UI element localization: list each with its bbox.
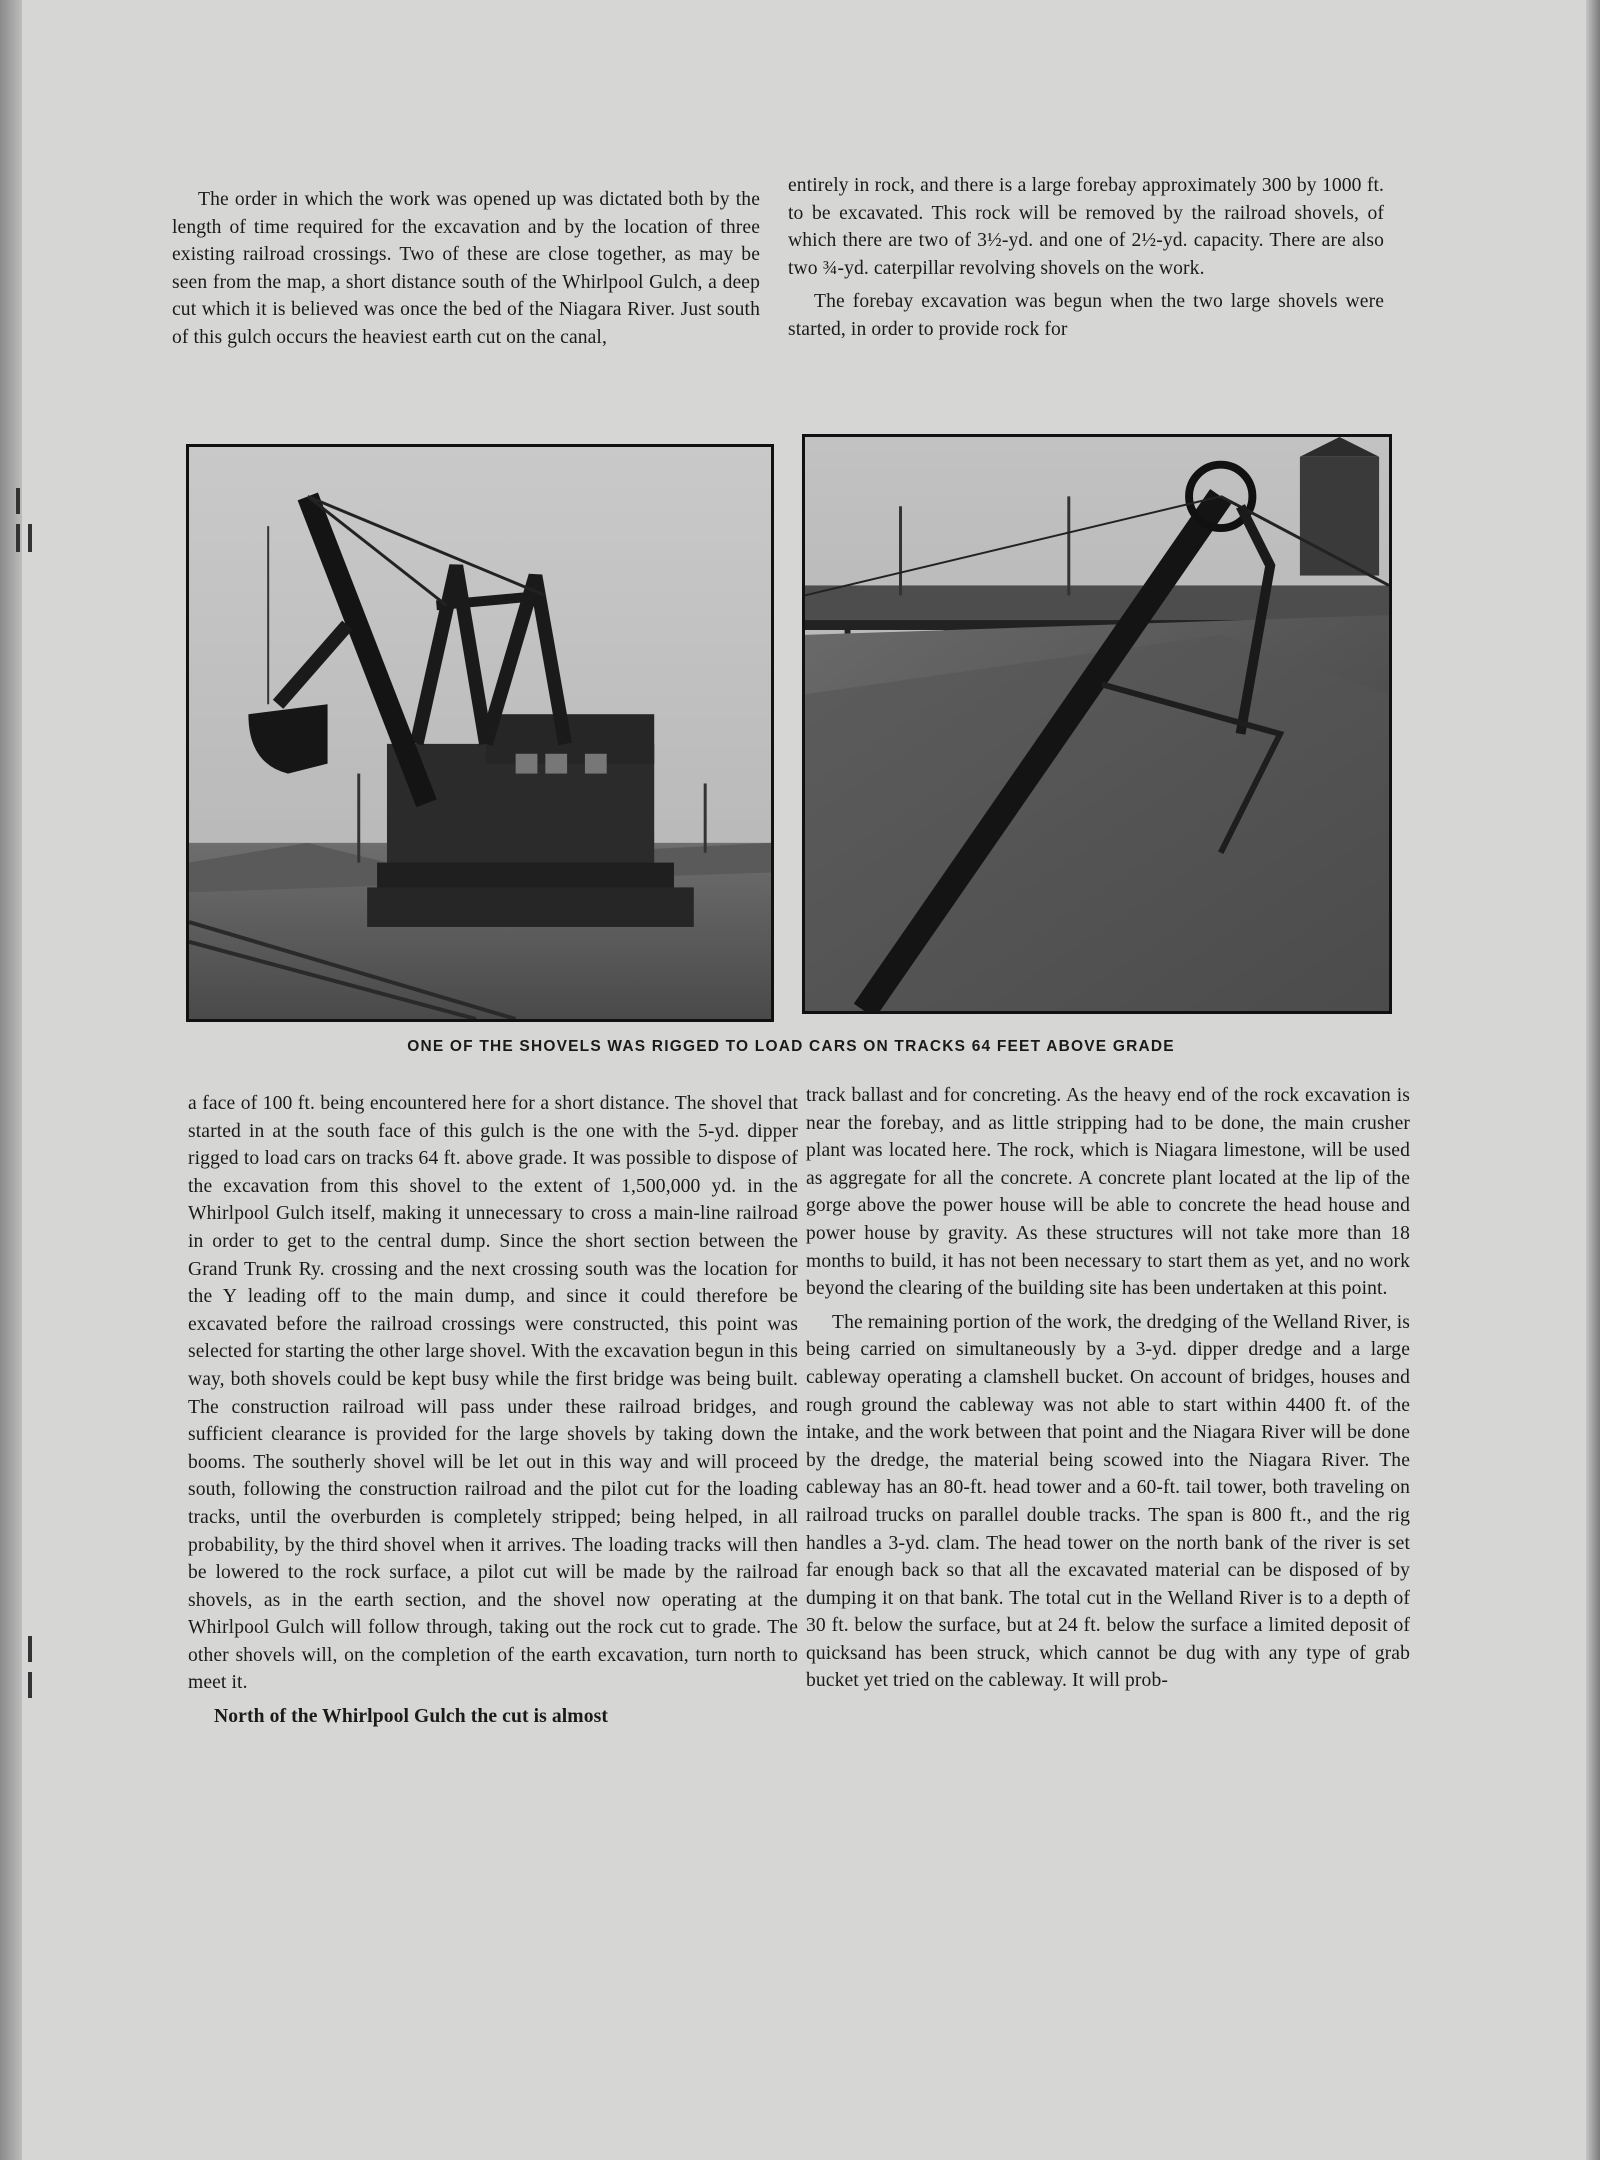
page-left-edge [0, 0, 22, 2160]
bottom-left-column [188, 1090, 798, 1731]
page-right-edge [1586, 0, 1600, 2160]
paragraph: entirely in rock, and there is a large forebay approximately 300 by 1000 ft. to be excavated. This rock will be removed by the railroad shovels, of which there are two of 3½-yd. and one of 2½-yd. capacity. There are also two ¾-yd. caterpillar revolving shovels on the work. [788, 175, 1384, 279]
bold-lead-line: North of the Whirlpool Gulch the cut is almost [214, 1706, 608, 1728]
paragraph: The forebay excavation was begun when the two large shovels were started, in order to provide rock for [788, 291, 1384, 340]
paragraph: track ballast and for concreting. As the heavy end of the rock excavation is near the forebay, and as little stripping had to be done, the main crusher plant was located here. The rock, which is Niagara limestone, will be used as aggregate for all the concrete. A concrete plant located at the lip of the gorge above the power house will be able to concrete the head house and power house by gravity. As these structures will not take more than 18 months to build, it has not been necessary to start them as yet, and no work beyond the clearing of the building site has been undertaken at this point. [806, 1085, 1410, 1300]
figure-caption: ONE OF THE SHOVELS WAS RIGGED TO LOAD CARS ON TRACKS 64 FEET ABOVE GRADE [407, 1038, 1175, 1055]
shovel-photo-left [186, 444, 774, 1022]
paragraph [188, 1703, 798, 1731]
paragraph: a face of 100 ft. being encountered here for a short distance. The shovel that started in at the south face of this gulch is the one with the 5-yd. dipper rigged to load cars on tracks 64 ft. above grade. It was possible to dispose of the excavation from this shovel to the extent of 1,500,000 yd. in the Whirlpool Gulch itself, making it unnecessary to cross a main-line railroad in order to get to the central dump. Since the short section between the Grand Trunk Ry. crossing and the next crossing south was the location for the Y leading off to the main dump, and since it could therefore be excavated before the railroad crossings were constructed, this point was selected for starting the other large shovel. With the excavation begun in this way, both shovels could be kept busy while the first bridge was being built. The construction railroad will pass under these railroad bridges, and sufficient clearance is provided for the large shovels by taking down the booms. The southerly shovel will be let out in this way and will proceed south, following the construction railroad and the pilot cut for the loading tracks, until the overburden is completely stripped; being helped, in all probability, by the third shovel when it arrives. The loading tracks will then be lowered to the rock surface, a pilot cut will be made by the railroad shovels, as in the earth section, and the shovel now operating at the Whirlpool Gulch will follow through, taking out the rock cut to grade. The other shovels will, on the completion of the earth excavation, turn north to meet it. [188, 1093, 798, 1694]
shovel-photo-right [802, 434, 1392, 1014]
paragraph: The remaining portion of the work, the dredging of the Welland River, is being carried on simultaneously by a 3-yd. dipper dredge and a large cableway operating a clamshell bucket. On account of bridges, houses and rough ground the cableway was not able to start within 4400 ft. of the intake, and the work between that point and the Niagara River will be done by the dredge, the material being scowed into the Niagara River. The cableway has an 80-ft. head tower and a 60-ft. tail tower, both traveling on railroad trucks on parallel double tracks. The span is 800 ft., and the rig handles a 3-yd. clam. The head tower on the north bank of the river is set far enough back so that all the excavated material can be disposed of by dumping it on that bank. The total cut in the Welland River is to a depth of 30 ft. below the surface, but at 24 ft. below the surface a limited deposit of quicksand has been struck, which cannot be dug with any type of grab bucket yet tried on the cableway. It will prob- [806, 1311, 1410, 1692]
margin-mark [28, 1636, 32, 1662]
margin-mark [28, 1672, 32, 1698]
bottom-right-column [806, 1082, 1410, 1695]
cut-illustration [805, 437, 1389, 1011]
paragraph: The order in which the work was opened up was dictated both by the length of time required for the excavation and by the location of three existing railroad crossings. Two of these are close together, as may be seen from the map, a short distance south of the Whirlpool Gulch, a deep cut which it is believed was once the bed of the Niagara River. Just south of this gulch occurs the heaviest earth cut on the canal, [172, 189, 760, 348]
top-right-column [788, 172, 1384, 344]
margin-mark [28, 524, 32, 552]
margin-mark [16, 488, 20, 514]
margin-mark [16, 524, 20, 552]
top-left-column [172, 186, 760, 352]
shovel-illustration [189, 447, 771, 1019]
